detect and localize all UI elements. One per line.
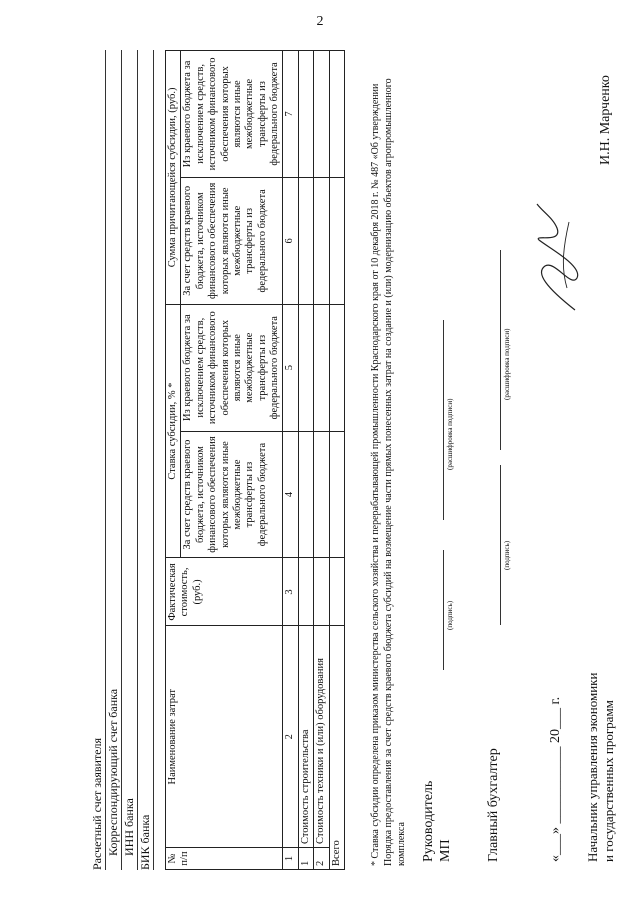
accountant-signature-hint: (подпись) bbox=[503, 540, 511, 570]
header-row-1 bbox=[166, 51, 181, 870]
bank-row-bik bbox=[138, 50, 154, 870]
row-cell bbox=[329, 51, 344, 178]
bank-row-account bbox=[90, 50, 106, 870]
official-title-line1: Начальник управления экономики bbox=[585, 672, 600, 862]
director-decode-line bbox=[443, 320, 444, 520]
header-sum-b: Из краевого бюджета за исключением средств, источником финансового обеспечения которых являются иные межбюджетные трансферты из федерального бюджета bbox=[181, 51, 283, 178]
column-number-row bbox=[283, 51, 298, 870]
bank-row-corr bbox=[106, 50, 122, 870]
row-cell bbox=[329, 177, 344, 304]
footnote: * Ставка субсидии определена приказом министерства сельского хозяйства и перерабатывающей промышленности Краснодарского края от 10 декабря 2018 г. № 487 «Об утверждении Порядка предоставления за счет средств краевого бюджета субсидий на возмещение части прямых понесенных затрат на создание и (или) модернизацию объектов агропромышленного комплекса bbox=[370, 78, 408, 866]
director-label: Руководитель bbox=[421, 780, 436, 862]
row-num: 1 bbox=[298, 848, 313, 870]
header-sum-a: За счет средств краевого бюджета, источником финансового обеспечения которых являются иные межбюджетные трансферты из федерального бюджета bbox=[181, 177, 283, 304]
header-name: Наименование затрат bbox=[166, 626, 283, 848]
row-cell bbox=[329, 431, 344, 558]
col-number: 5 bbox=[283, 304, 298, 431]
page-number: 2 bbox=[316, 14, 324, 29]
row-cell bbox=[314, 431, 329, 558]
col-number: 3 bbox=[283, 558, 298, 626]
row-cell bbox=[298, 51, 313, 178]
row-name: Стоимость техники и (или) оборудования bbox=[314, 626, 329, 848]
col-number: 1 bbox=[283, 848, 298, 870]
row-cell bbox=[329, 304, 344, 431]
table-row bbox=[314, 51, 329, 870]
bank-details bbox=[90, 50, 154, 870]
bank-account-label: Расчетный счет заявителя bbox=[90, 737, 104, 870]
date-line: «___» ___________ 20___ г. bbox=[548, 696, 563, 862]
row-cell bbox=[298, 558, 313, 626]
handwritten-signature-icon bbox=[527, 198, 587, 318]
row-cell bbox=[314, 558, 329, 626]
row-cell bbox=[314, 177, 329, 304]
accountant-decode-hint: (расшифровка подписи) bbox=[503, 328, 511, 400]
col-number: 6 bbox=[283, 177, 298, 304]
bank-bik-label: БИК банка bbox=[138, 814, 152, 870]
official-name: И.Н. Марченко bbox=[598, 75, 613, 165]
row-cell bbox=[314, 51, 329, 178]
header-rate-b: Из краевого бюджета за исключением средств, источником финансового обеспечения которых являются иные межбюджетные трансферты из федерального бюджета bbox=[181, 304, 283, 431]
col-number: 7 bbox=[283, 51, 298, 178]
director-signature-line bbox=[443, 550, 444, 670]
accountant-label: Главный бухгалтер bbox=[486, 748, 501, 862]
director-decode-hint: (расшифровка подписи) bbox=[446, 398, 454, 470]
bank-row-inn bbox=[122, 50, 138, 870]
header-num: № п/п bbox=[166, 848, 283, 870]
header-rate: Ставка субсидии, % * bbox=[166, 304, 181, 558]
accountant-signature-line bbox=[500, 465, 501, 625]
official-title-line2: и государственных программ bbox=[601, 700, 616, 862]
row-cell bbox=[314, 304, 329, 431]
table-row bbox=[298, 51, 313, 870]
row-cell bbox=[298, 431, 313, 558]
costs-table bbox=[165, 50, 345, 870]
rotated-sheet bbox=[85, 38, 616, 878]
bank-corr-label: Корреспондирующий счет банка bbox=[106, 688, 120, 856]
mp-label: МП bbox=[438, 839, 453, 862]
header-cost: Фактическая стоимость, (руб.) bbox=[166, 558, 283, 626]
header-sum: Сумма причитающейся субсидии, (руб.) bbox=[166, 51, 181, 305]
row-name: Стоимость строительства bbox=[298, 626, 313, 848]
row-cell bbox=[298, 304, 313, 431]
row-cell bbox=[329, 558, 344, 626]
director-signature-hint: (подпись) bbox=[446, 600, 454, 630]
col-number: 2 bbox=[283, 626, 298, 848]
row-num: 2 bbox=[314, 848, 329, 870]
row-cell bbox=[298, 177, 313, 304]
bank-inn-label: ИНН банка bbox=[122, 798, 136, 856]
row-total-label: Всего bbox=[329, 626, 344, 870]
header-rate-a: За счет средств краевого бюджета, источником финансового обеспечения которых являются иные межбюджетные трансферты из федерального бюджета bbox=[181, 431, 283, 558]
table-row-total bbox=[329, 51, 344, 870]
accountant-decode-line bbox=[500, 250, 501, 450]
col-number: 4 bbox=[283, 431, 298, 558]
